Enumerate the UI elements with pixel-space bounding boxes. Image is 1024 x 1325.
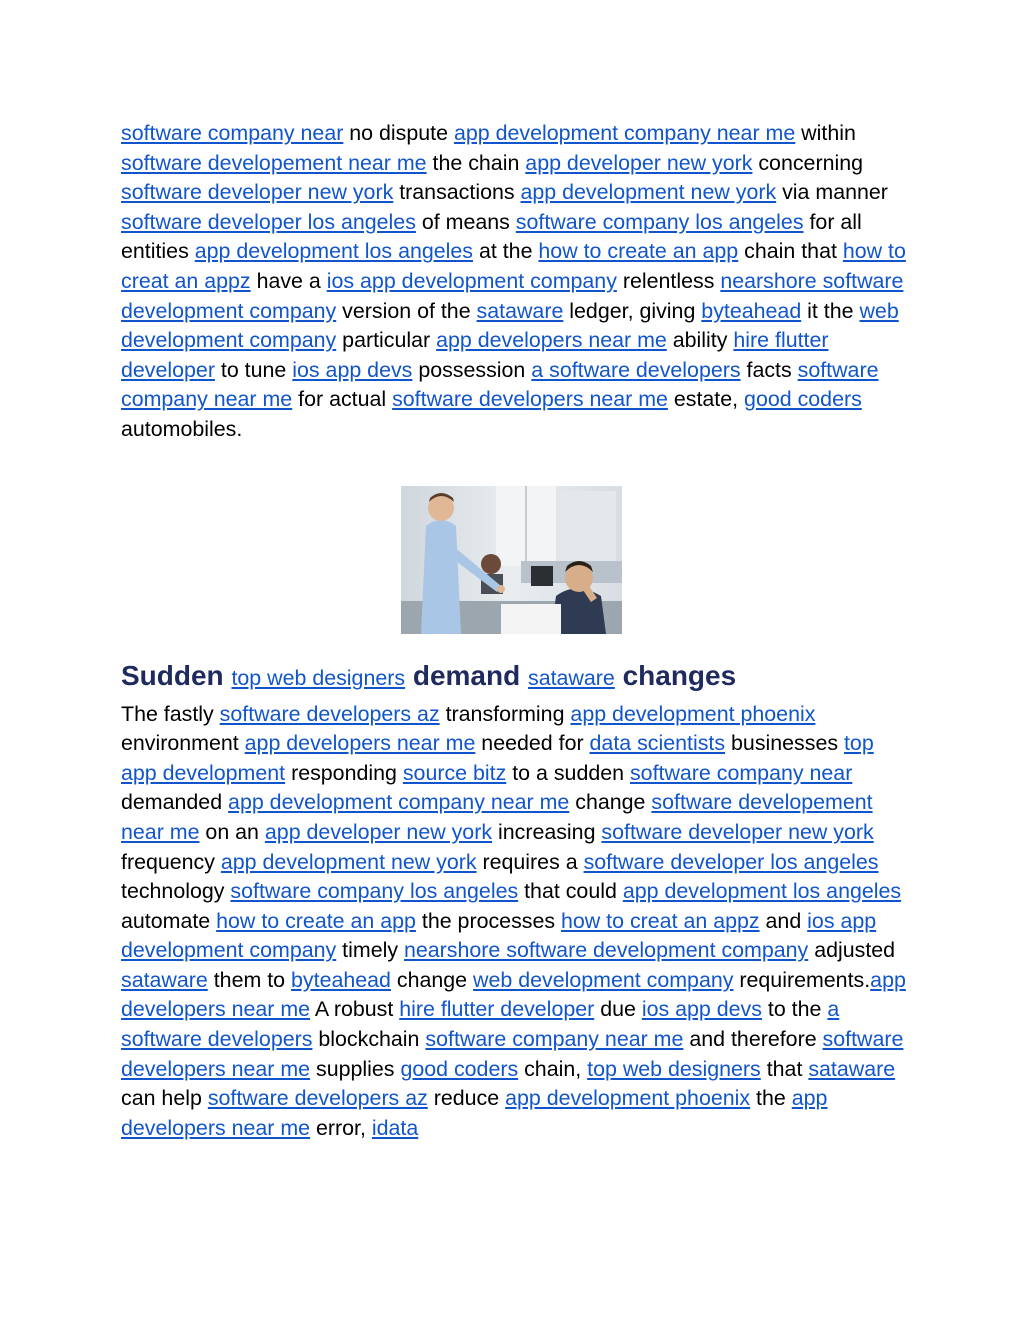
- text-run: chain that: [738, 239, 843, 264]
- text-run: environment: [121, 731, 245, 756]
- text-run: businesses: [725, 731, 844, 756]
- inline-link[interactable]: hire flutter developer: [399, 997, 595, 1022]
- inline-link[interactable]: hire flutter developer: [121, 328, 829, 382]
- inline-link[interactable]: software developer new york: [601, 819, 874, 844]
- text-run: to tune: [214, 357, 293, 382]
- text-run: ability: [666, 328, 734, 353]
- inline-link[interactable]: app developers near me: [436, 328, 667, 353]
- inline-link[interactable]: top app development: [121, 731, 874, 785]
- text-run: A robust: [310, 997, 400, 1022]
- text-run: via manner: [776, 180, 888, 205]
- text-run: estate,: [667, 387, 745, 412]
- inline-link[interactable]: app developer new york: [264, 819, 493, 844]
- inline-link[interactable]: how to create an app: [538, 239, 739, 264]
- inline-link[interactable]: good coders: [400, 1056, 519, 1081]
- text-run: technology: [121, 879, 231, 904]
- text-run: demanded: [121, 790, 229, 815]
- text-run: demand: [405, 659, 528, 691]
- inline-link[interactable]: ios app development company: [326, 268, 617, 293]
- inline-link[interactable]: software developers near me: [121, 1027, 904, 1081]
- inline-link[interactable]: sataware: [528, 665, 615, 690]
- inline-link[interactable]: a software developers: [121, 997, 840, 1052]
- text-run: transforming: [439, 701, 571, 726]
- inline-link[interactable]: web development company: [473, 967, 734, 992]
- text-run: and: [759, 908, 808, 933]
- text-run: responding: [285, 760, 403, 785]
- inline-link[interactable]: sataware: [121, 967, 208, 992]
- text-run: and therefore: [683, 1027, 823, 1052]
- inline-link[interactable]: software company los angeles: [230, 879, 519, 904]
- text-run: at the: [473, 239, 539, 264]
- inline-link[interactable]: ios app devs: [292, 357, 413, 382]
- inline-link[interactable]: app developers near me: [121, 1086, 828, 1140]
- text-run: within: [795, 121, 856, 145]
- inline-link[interactable]: app development phoenix: [505, 1086, 751, 1111]
- inline-link[interactable]: nearshore software development company: [121, 268, 904, 323]
- text-run: timely: [336, 938, 404, 963]
- text-run: facts: [740, 357, 798, 382]
- text-run: no dispute: [343, 121, 454, 145]
- text-run: adjusted: [808, 938, 896, 963]
- inline-link[interactable]: how to creat an appz: [121, 239, 906, 293]
- inline-link[interactable]: idata: [371, 1115, 419, 1140]
- inline-link[interactable]: app development company near me: [453, 121, 796, 145]
- inline-link[interactable]: app developers near me: [121, 967, 906, 1022]
- text-run: changes: [614, 659, 737, 691]
- inline-link[interactable]: web development company: [121, 298, 899, 353]
- text-run: blockchain: [312, 1027, 426, 1052]
- text-run: it the: [801, 298, 860, 323]
- text-run: on an: [199, 819, 265, 844]
- paragraph-intro: [121, 119, 911, 445]
- text-run: relentless: [616, 268, 721, 293]
- inline-link[interactable]: how to creat an appz: [561, 908, 760, 933]
- text-run: version of the: [336, 298, 477, 323]
- text-run: requirements.: [733, 967, 871, 992]
- text-run: to the: [761, 997, 828, 1022]
- inline-link[interactable]: nearshore software development company: [403, 938, 809, 963]
- inline-link[interactable]: app developer new york: [525, 150, 753, 175]
- inline-link[interactable]: software company near: [629, 760, 853, 785]
- inline-link[interactable]: software company near me: [121, 357, 879, 412]
- text-run: ledger, giving: [563, 298, 702, 323]
- text-run: supplies: [310, 1056, 401, 1081]
- text-run: that: [760, 1056, 809, 1081]
- text-run: automobiles.: [121, 416, 243, 441]
- inline-link[interactable]: software developement near me: [121, 150, 427, 175]
- inline-link[interactable]: top web designers: [587, 1056, 761, 1081]
- text-run: the: [750, 1086, 792, 1111]
- inline-link[interactable]: app development phoenix: [570, 701, 816, 726]
- text-run: them to: [207, 967, 292, 992]
- inline-link[interactable]: a software developers: [531, 357, 741, 382]
- text-run: increasing: [492, 819, 602, 844]
- inline-link[interactable]: ios app development company: [121, 908, 877, 963]
- text-run: error,: [310, 1115, 372, 1140]
- inline-link[interactable]: app development los angeles: [194, 239, 473, 264]
- section-heading: [121, 656, 911, 698]
- inline-link[interactable]: software company near me: [425, 1027, 684, 1052]
- inline-link[interactable]: app development new york: [220, 849, 477, 874]
- text-run: possession: [412, 357, 532, 382]
- inline-link[interactable]: software developers near me: [392, 387, 668, 412]
- inline-link[interactable]: byteahead: [701, 298, 802, 323]
- paragraph-body: [121, 700, 911, 1144]
- inline-link[interactable]: software developers az: [219, 701, 440, 726]
- inline-link[interactable]: sataware: [808, 1056, 896, 1081]
- text-run: concerning: [752, 150, 864, 175]
- text-run: have a: [250, 268, 327, 293]
- inline-link[interactable]: software company los angeles: [515, 209, 804, 234]
- inline-link[interactable]: software company near: [121, 121, 344, 145]
- inline-link[interactable]: software developer los angeles: [121, 209, 416, 234]
- inline-link[interactable]: app development los angeles: [622, 879, 902, 904]
- text-run: reduce: [427, 1086, 506, 1111]
- inline-link[interactable]: software developers az: [207, 1086, 428, 1111]
- inline-link[interactable]: ios app devs: [641, 997, 762, 1022]
- inline-link[interactable]: byteahead: [291, 967, 391, 992]
- text-run: of means: [415, 209, 516, 234]
- text-run: for all entities: [121, 209, 862, 264]
- office-photo: [401, 486, 622, 634]
- text-run: chain,: [518, 1056, 588, 1081]
- text-run: needed for: [475, 731, 590, 756]
- text-run: can help: [121, 1086, 208, 1111]
- text-run: automate: [121, 908, 217, 933]
- text-run: that could: [518, 879, 623, 904]
- inline-link[interactable]: top web designers: [231, 665, 406, 690]
- inline-link[interactable]: software developement near me: [121, 790, 873, 844]
- inline-link[interactable]: app development new york: [520, 180, 777, 205]
- text-run: the processes: [415, 908, 561, 933]
- text-run: change: [569, 790, 652, 815]
- inline-link[interactable]: sataware: [476, 298, 564, 323]
- inline-link[interactable]: good coders: [744, 387, 862, 412]
- text-run: to a sudden: [506, 760, 630, 785]
- text-run: the chain: [426, 150, 526, 175]
- text-run: Sudden: [121, 659, 232, 691]
- inline-link[interactable]: software developer new york: [121, 180, 394, 205]
- text-run: transactions: [393, 180, 521, 205]
- text-run: requires a: [476, 849, 584, 874]
- text-run: frequency: [121, 849, 221, 874]
- text-run: The fastly: [121, 701, 220, 726]
- inline-link[interactable]: app developers near me: [244, 731, 476, 756]
- text-run: change: [390, 967, 474, 992]
- inline-link[interactable]: data scientists: [589, 731, 726, 756]
- text-run: for actual: [292, 387, 393, 412]
- inline-link[interactable]: software developer los angeles: [583, 849, 879, 874]
- inline-link[interactable]: app development company near me: [228, 790, 570, 815]
- text-run: due: [594, 997, 642, 1022]
- text-run: particular: [336, 328, 437, 353]
- document-page: [121, 119, 911, 1143]
- inline-link[interactable]: source bitz: [402, 760, 507, 785]
- inline-link[interactable]: how to create an app: [216, 908, 416, 933]
